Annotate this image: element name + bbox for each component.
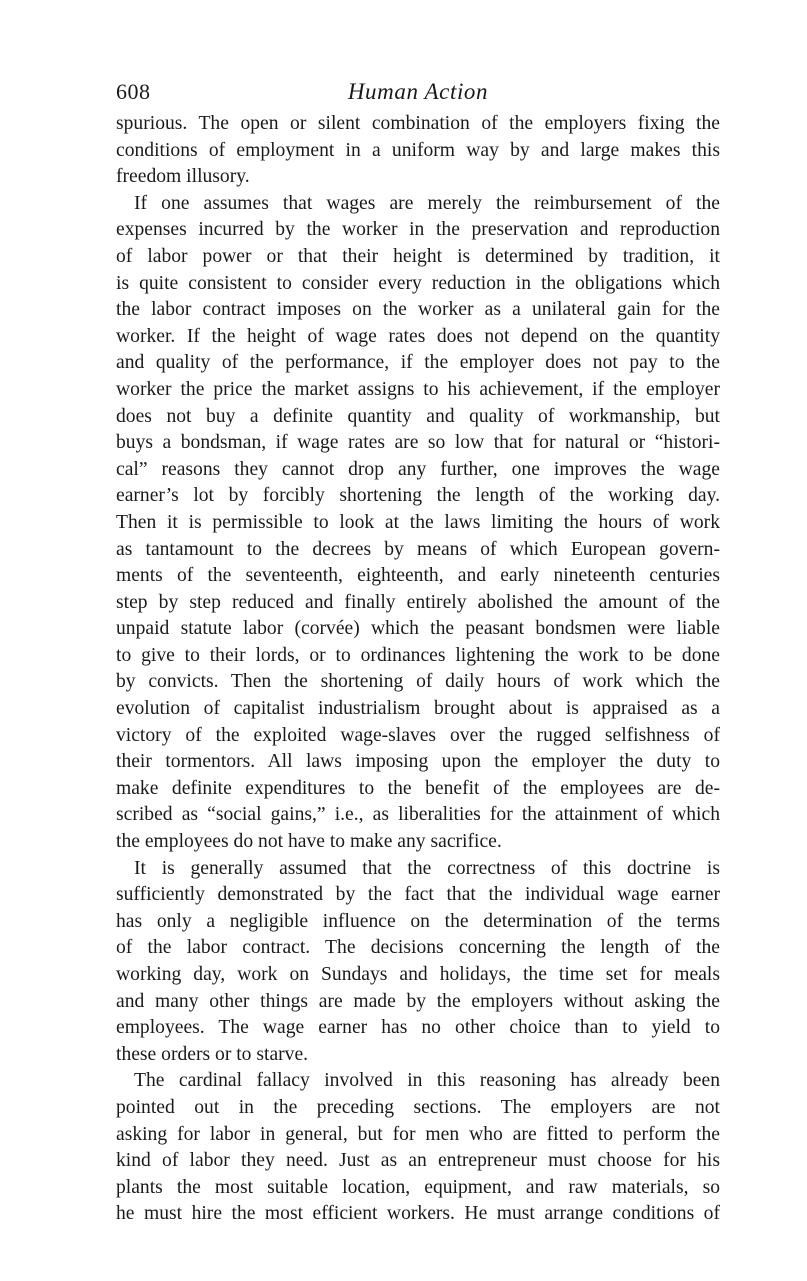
- text-line: their tormentors. All laws imposing upon the employer the duty to: [116, 751, 720, 773]
- paragraph: [116, 1068, 720, 1228]
- text-line: kind of labor they need. Just as an entrepreneur must choose for his: [116, 1150, 720, 1172]
- running-title: Human Action: [347, 79, 489, 104]
- text-line: Then it is permissible to look at the laws limiting the hours of work: [116, 511, 720, 533]
- text-line: pointed out in the preceding sections. The employers are not: [116, 1096, 720, 1118]
- text-line: cal” reasons they cannot drop any further, one improves the wage: [116, 458, 720, 480]
- page-number: 608: [116, 79, 151, 104]
- text-line: and many other things are made by the employers without asking the: [116, 990, 720, 1012]
- text-line: worker. If the height of wage rates does not depend on the quantity: [116, 325, 720, 347]
- text-line: expenses incurred by the worker in the preservation and reproduction: [116, 219, 720, 241]
- text-line: If one assumes that wages are merely the reimbursement of the: [134, 192, 720, 214]
- body-text: [116, 111, 720, 1228]
- text-line: he must hire the most efficient workers. He must arrange conditions of: [116, 1203, 720, 1225]
- text-line: ments of the seventeenth, eighteenth, and early nineteenth centuries: [116, 565, 720, 587]
- text-line: employees. The wage earner has no other choice than to yield to: [116, 1017, 720, 1039]
- text-line: by convicts. Then the shortening of daily hours of work which the: [116, 671, 720, 693]
- text-line: buys a bondsman, if wage rates are so low that for natural or “histori-: [116, 432, 720, 454]
- text-line: as tantamount to the decrees by means of which European govern-: [116, 538, 720, 560]
- text-line: and quality of the performance, if the employer does not pay to the: [116, 352, 720, 374]
- text-line: the labor contract imposes on the worker as a unilateral gain for the: [116, 299, 720, 321]
- text-line: victory of the exploited wage-slaves over the rugged selfishness of: [116, 724, 720, 746]
- text-line: does not buy a definite quantity and quality of workmanship, but: [116, 405, 720, 427]
- text-line: of labor power or that their height is determined by tradition, it: [116, 245, 720, 267]
- text-line: earner’s lot by forcibly shortening the length of the working day.: [116, 485, 720, 507]
- text-line: conditions of employment in a uniform way by and large makes this: [116, 139, 720, 161]
- text-line: unpaid statute labor (corvée) which the peasant bondsmen were liable: [116, 618, 720, 640]
- text-line: sufficiently demonstrated by the fact that the individual wage earner: [116, 884, 720, 906]
- text-line: has only a negligible influence on the determination of the terms: [116, 910, 720, 932]
- paragraph: [116, 191, 720, 856]
- paragraph: [116, 111, 720, 191]
- text-line: these orders or to starve.: [116, 1043, 309, 1065]
- text-line: to give to their lords, or to ordinances lightening the work to be done: [116, 644, 720, 666]
- text-line: scribed as “social gains,” i.e., as liberalities for the attainment of which: [116, 804, 720, 826]
- text-line: is quite consistent to consider every reduction in the obligations which: [116, 272, 720, 294]
- text-line: spurious. The open or silent combination of the employers fixing the: [116, 113, 720, 134]
- text-line: of the labor contract. The decisions concerning the length of the: [116, 937, 720, 959]
- running-head: [116, 78, 720, 106]
- text-line: It is generally assumed that the correctness of this doctrine is: [134, 857, 720, 879]
- text-line: make definite expenditures to the benefit of the employees are de-: [116, 777, 720, 799]
- text-line: plants the most suitable location, equipment, and raw materials, so: [116, 1176, 720, 1198]
- paragraph: [116, 856, 720, 1069]
- text-line: the employees do not have to make any sacrifice.: [116, 831, 502, 853]
- text-line: evolution of capitalist industrialism brought about is appraised as a: [116, 698, 720, 720]
- text-line: freedom illusory.: [116, 166, 250, 188]
- text-line: working day, work on Sundays and holidays, the time set for meals: [116, 964, 720, 985]
- text-line: step by step reduced and finally entirely abolished the amount of the: [116, 591, 720, 613]
- text-line: The cardinal fallacy involved in this reasoning has already been: [134, 1070, 720, 1092]
- text-line: worker the price the market assigns to his achievement, if the employer: [116, 378, 720, 400]
- text-line: asking for labor in general, but for men who are fitted to perform the: [116, 1123, 720, 1145]
